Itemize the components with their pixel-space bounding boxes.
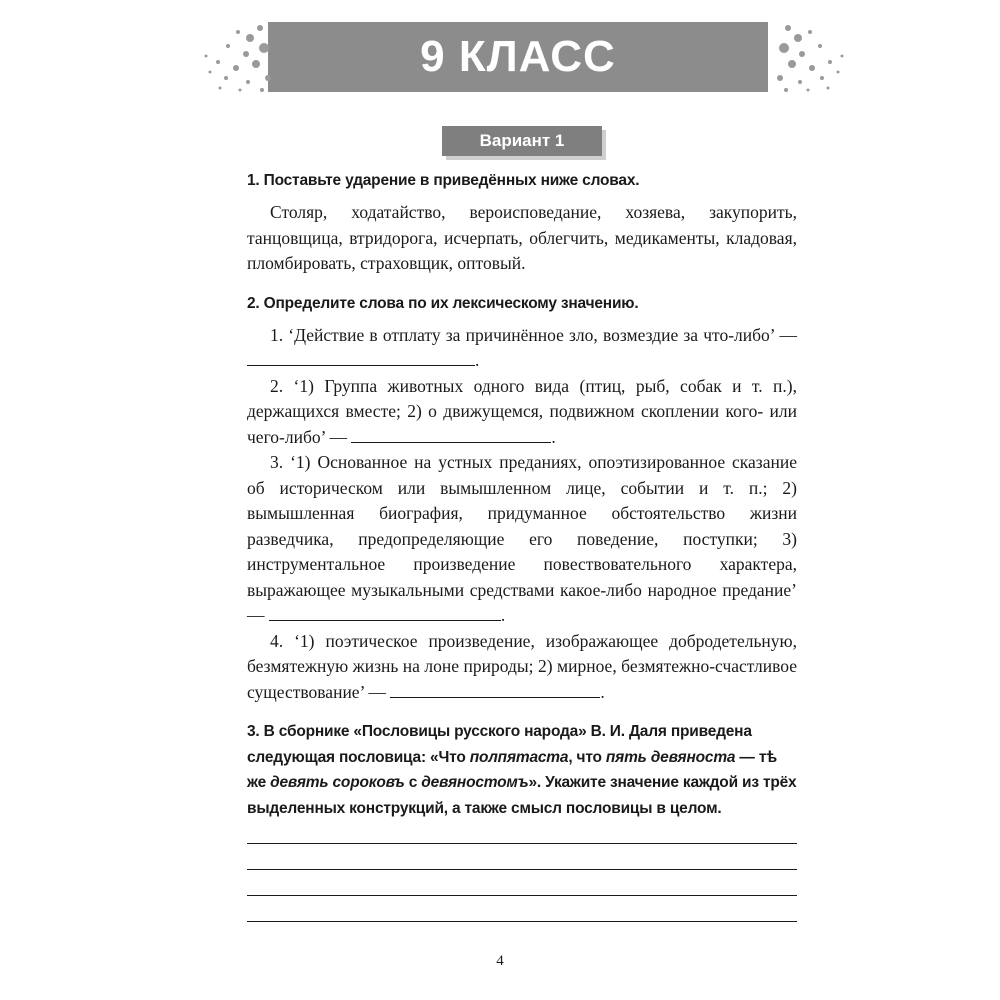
task2-item-2-text: 2. ‘1) Группа животных одного вида (птиц, рыб, собак и т. п.), держащихся вместе; 2) о движущемся, подвижном скоплении кого- или чего-либо’ —: [247, 375, 797, 447]
task2-item-3-end: .: [500, 605, 506, 625]
task1-heading: 1. Поставьте ударение в приведённых ниже словах.: [247, 172, 640, 189]
task3-emphasis1: полпятаста: [469, 748, 569, 766]
task2-item-4: [247, 629, 797, 706]
task3-emphasis3: девять сороковъ: [270, 774, 405, 791]
splatter-decoration-right: [770, 18, 850, 98]
variant-label: Вариант 1: [479, 131, 565, 150]
task2-item-3: [247, 450, 797, 629]
task2-item-2-end: .: [551, 426, 556, 447]
splatter-decoration-left: [198, 18, 278, 98]
task2-item-1-end: .: [475, 350, 480, 370]
page-number: 4: [496, 953, 504, 969]
answer-blank-1: [247, 349, 475, 366]
grade-title: 9 КЛАСС: [420, 32, 616, 81]
task3-part1: 3. В сборнике «Пословицы русского народа» В. И. Даля приведена следующая пословица: «Что: [247, 723, 752, 766]
task3-emphasis4: девяностомъ: [421, 774, 529, 791]
answer-line: [247, 895, 797, 896]
task2-item-1: [247, 323, 797, 374]
task2-item-1-text: 1. ‘Действие в отплату за причинённое зло, возмездие за что-либо’ —: [270, 324, 797, 345]
task3-part4: с: [404, 774, 422, 791]
worksheet-content: [247, 170, 797, 922]
answer-line: [247, 843, 797, 844]
answer-blank-4: [390, 681, 600, 698]
answer-blank-3: [269, 604, 501, 621]
task3-part2: , что: [568, 748, 606, 766]
task2-item-4-end: .: [600, 681, 605, 702]
grade-banner: [268, 22, 768, 92]
task2-item-3-text: 3. ‘1) Основанное на устных преданиях, опоэтизированное сказание об историческом или вымышленном лице, событии и т. п.; 2) вымышленная биография, придуманное обстоятельство жизни разведчика, предопределяющие его поведение, поступки; 3) инструментальное произведение повествовательного характера, выражающее музыкальными средствами какое-либо народное предание’ —: [247, 452, 797, 625]
task2-heading: 2. Определите слова по их лексическому значению.: [247, 294, 639, 312]
task3-text: [247, 719, 797, 821]
task1-words: Столяр, ходатайство, вероисповедание, хозяева, закупорить, танцовщица, втридорога, исчерпать, облегчить, медикаменты, кладовая, пломбировать, страховщик, оптовый.: [247, 202, 797, 273]
task2-item-2: [247, 374, 797, 451]
task2-item-4-text: 4. ‘1) поэтическое произведение, изображающее добродетельную, безмятежную жизнь на лоне природы; 2) мирное, безмятежно-счастливое существование’ —: [247, 630, 797, 702]
task3-emphasis2: пять девяноста: [605, 748, 736, 766]
answer-line: [247, 921, 797, 922]
answer-blank-2: [351, 426, 551, 443]
variant-badge: [442, 126, 602, 156]
task3-part5: ». Укажите значение каждой из трёх выделенных конструкций, а также смысл пословицы в целом.: [247, 774, 797, 817]
task3-part3: — тѣ же: [247, 748, 777, 791]
answer-line: [247, 869, 797, 870]
